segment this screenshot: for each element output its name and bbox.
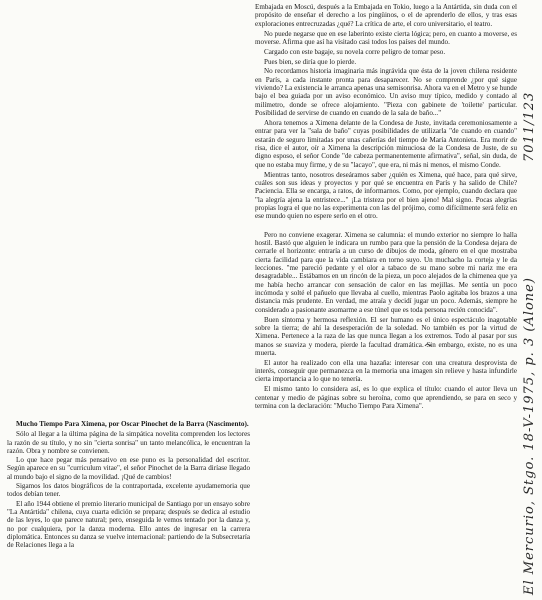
- article-paragraph: Mientras tanto, nosotros deseáramos saber ¿quién es Ximena, qué hace, para qué sirve, cuáles son sus ideas y proyectos y por qué se encuentra en París y ha salido de Chile? Paciencia. Ella se encarga, a ratos, de informarnos. Como, por ejemplo, cuando declara que "la alegría ajena la entristece..." ¡La tristeza por el bien ajeno! Mal signo. Pocas alegrías propias logra el que no las experimenta con las del prójimo, como difícilmente será feliz en ese mundo quien no espere serlo en el otro.: [255, 170, 517, 221]
- article-paragraph: Sigamos los datos biográficos de la contraportada, excelente ayudamemoria que todos debían tener.: [7, 482, 250, 499]
- article-paragraph: Sólo al llegar a la última página de la simpática novelita comprenden los lectores la razón de su título, y no sin "cierta sonrisa" un tanto melancólica, le encuentran la razón. Obra y nombre se convienen.: [7, 430, 250, 455]
- article-paragraph: El autor ha realizado con ella una hazaña: interesar con una creatura desprovista de interés, conseguir que permanezca en la memoria una imagen sin relieve y hasta infundirle cierta importancia a lo que no tenería.: [255, 358, 517, 384]
- handwritten-archive-number: 7011/123: [522, 91, 537, 162]
- article-paragraph: Pues bien, se diría que lo pierde.: [264, 57, 357, 66]
- handwritten-source-note: El Mercurio, Stgo. 18-V-1975, p. 3 (Alone): [522, 277, 537, 595]
- pen-mark-icon: [424, 342, 432, 348]
- article-paragraph: Buen síntoma y hermosa reflexión. El ser humano es el único espectáculo inagotable sobre la tierra; de ahí la desesperación de la soledad. No también es por la virtud de Ximena. Pertenece a la raza de las que nunca llegan a los extremos. Todo al pasar por sus manos se suaviza y modera, pierde la facultad dramática. Sin embargo, existe, no es una muerta.: [255, 315, 517, 357]
- article-paragraph: El año 1944 obtiene el premio literario municipal de Santiago por un ensayo sobre "La Antártida" chilena, cuya cuarta edición se prepara; después se dedica al estudio de las leyes, lo que parece natural; pero, enseguida le vemos tentado por la danza y, no por cualquiera, por la danza moderna. Ello antes de ingresar en la carrera diplomática. Entonces su danza se vuelve internacional: partiendo de la Subsecretaría de Relaciones llega a la: [7, 499, 250, 550]
- article-paragraph: No recordamos historia imaginaria más ingrávida que ésta de la joven chilena residente en París, a cada instante pronta para desaparecer. No se comprende ¿por qué sigue viviendo? La existencia le arranca apenas una semisonrisa. Ahora va en el Metro y se hunde bajo el bea guiada por un aviso económico. Un aviso muy típico, medido y contado al milímetro, donde se ofrece alojamiento. "Pieza con gabinete de 'toilette' particular. Posibilidad de servirse de cuando en cuando de la sala de baño...": [255, 67, 517, 118]
- article-paragraph: El mismo tanto lo considera así, es lo que explica el título: cuando el autor lleva un centenar y medio de páginas sobre su heroína, como que aprendiendo, se para en seco y termina con la declaración: "Mucho Tiempo Para Ximena".: [255, 385, 517, 410]
- article-paragraph: Embajada en Moscú, después a la Embajada en Tokio, luego a la Antártida, sin duda con el propósito de enseñar el derecho a los pingüinos, o el de aprenderlo de ellos, y tras esas exploraciones entrecruzadas ¿qué? La crítica de arte, el coro universitario, el teatro.: [255, 3, 517, 28]
- article-paragraph: Ahora tenemos a Ximena delante de la Condesa de Juste, invitada ceremoniosamente a entrar para ver la "sala de baño" cuyas posibilidades de utilizarla "de cuando en cuando" estarán de seguro limitadas por unas cañerías del tiempo de María Antonieta. Era morir de risa, dice el autor, oír a Ximena la descripción minuciosa de la Condesa de Juste, de su digno esposo, el señor Conde "de cabeza permanentemente afirmativa", señal, sin duda, de que no estaba muy firme, y de su "lacayo", que era, ni más ni menos, el mismo Conde.: [255, 118, 517, 169]
- handwritten-annotation: [520, 0, 542, 600]
- article-paragraph: Lo que hace pegar más pensativo en ese puno es la personalidad del escritor. Según aparece en su "curriculum vitae", el señor Pinochet de la Barra diríase llegado al mundo bajo el signo de la movilidad. ¡Qué de cambios!: [7, 456, 250, 481]
- article-paragraph: Cargado con este bagaje, su novela corre peligro de tomar peso.: [264, 47, 446, 56]
- article-column-left: [7, 420, 250, 550]
- article-title: Mucho Tiempo Para Ximena, por Oscar Pinochet de la Barra (Nascimento).: [16, 420, 249, 428]
- article-paragraph: Pero no conviene exagerar. Ximena se calumnia: el mundo exterior no siempre lo halla hostil. Bastó que alguien le indicara un rumbo para que la pensión de la Condesa dejara de cerrarle el horizonte: entraría a un curso de dibujos de moda, género en el que mostraba cierta facilidad para que la vida cambiara en torno suyo. Un muchacho la corteja y le da lecciones. "me pareció pedante y el olor a tabaco de su mano sobre mi nariz me era desagradable... Estábamos en un rincón de la pieza, un poco alejados de la chimenea que ya me había hecho arrancar con sensación de calor en las mejillas. Me sentía un poco incómoda y solté el pañuelo que llevaba al cuello, mientras Paolo agitaba los brazos a una distancia más prudente. En verdad, me atraía y decidí jugar un poco. Además, siempre he considerado a pasionante asomarme a ese túnel que es toda persona recién conocida".: [255, 230, 517, 314]
- article-paragraph: No puede negarse que en ese laberinto existe cierta lógica; pero, en cuanto a moverse, es moverse. Afirma que así ha visitado casi todos los países del mundo.: [255, 29, 517, 46]
- article-column-right: [255, 3, 517, 412]
